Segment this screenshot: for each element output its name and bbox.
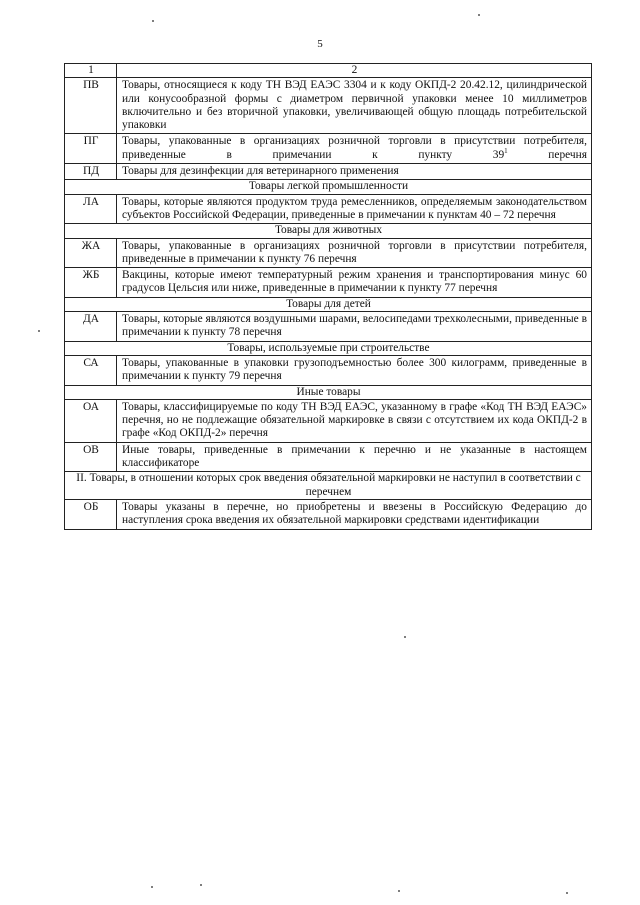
table-row — [65, 499, 592, 529]
table-row — [65, 399, 592, 442]
footnote-superscript: 1 — [504, 146, 508, 155]
description-cell: Товары указаны в перечне, но приобретены и ввезены в Российскую Федерацию до наступления срока введения их обязательной маркировки средствами идентификации — [117, 499, 592, 529]
column-2-header: 2 — [117, 64, 592, 78]
description-cell: Товары, классифицируемые по коду ТН ВЭД ЕАЭС, указанному в графе «Код ТН ВЭД ЕАЭС» перечня, но не подлежащие обязательной маркировке в связи с отсутствием их кода ОКПД-2 в графе «Код ОКПД-2» перечня — [117, 399, 592, 442]
code-cell: ПВ — [65, 78, 117, 134]
table-row — [65, 312, 592, 342]
description-cell: Товары, упакованные в упаковки грузоподъемностью более 300 килограмм, приведенные в примечании к пункту 79 перечня — [117, 355, 592, 385]
section-title: II. Товары, в отношении которых срок введения обязательной маркировки не наступил в соответствии с перечнем — [65, 472, 592, 500]
description-text-tail: перечня — [507, 148, 587, 161]
table-row — [65, 78, 592, 134]
description-cell: Товары, которые являются воздушными шарами, велосипедами трехколесными, приведенные в примечании к пункту 78 перечня — [117, 312, 592, 342]
scan-speck — [152, 20, 154, 22]
section-title: Товары для детей — [65, 297, 592, 311]
code-cell: ОВ — [65, 442, 117, 472]
description-cell: Товары, относящиеся к коду ТН ВЭД ЕАЭС 3304 и к коду ОКПД-2 20.42.12, цилиндрической или конусообразной формы с диаметром первичной упаковки менее 10 миллиметров включительно и без вторичной упаковки, увеличивающей общую площадь потребительской упаковки — [117, 78, 592, 134]
table-row — [65, 442, 592, 472]
section-title: Товары легкой промышленности — [65, 180, 592, 194]
description-cell: Иные товары, приведенные в примечании к перечню и не указанные в настоящем классификаторе — [117, 442, 592, 472]
code-cell: ДА — [65, 312, 117, 342]
description-cell: Товары, которые являются продуктом труда ремесленников, определяемым законодательством субъектов Российской Федерации, приведенные в примечании к пунктам 40 – 72 перечня — [117, 194, 592, 224]
code-cell: ЖА — [65, 238, 117, 268]
scan-speck — [404, 636, 406, 638]
section-row — [65, 224, 592, 238]
table-row — [65, 268, 592, 298]
section-row — [65, 472, 592, 500]
description-text: Товары, упакованные в организациях розничной торговли в присутствии потребителя, приведенные в примечании к пункту 39 — [122, 135, 587, 161]
scan-speck — [38, 330, 40, 332]
code-cell: ЛА — [65, 194, 117, 224]
code-cell: СА — [65, 355, 117, 385]
section-row — [65, 297, 592, 311]
section-row — [65, 385, 592, 399]
table-row — [65, 238, 592, 268]
description-cell — [117, 134, 592, 164]
table-header-row — [65, 64, 592, 78]
section-row — [65, 341, 592, 355]
description-cell: Товары, упакованные в организациях розничной торговли в присутствии потребителя, приведенные в примечании к пункту 76 перечня — [117, 238, 592, 268]
code-cell: ЖБ — [65, 268, 117, 298]
scan-speck — [566, 892, 568, 894]
code-cell: ПД — [65, 164, 117, 180]
description-cell: Вакцины, которые имеют температурный режим хранения и транспортирования минус 60 градусов Цельсия или ниже, приведенные в примечании к пункту 77 перечня — [117, 268, 592, 298]
scan-speck — [398, 890, 400, 892]
section-title: Товары, используемые при строительстве — [65, 341, 592, 355]
description-cell: Товары для дезинфекции для ветеринарного применения — [117, 164, 592, 180]
table-row — [65, 164, 592, 180]
classifier-table — [64, 63, 592, 530]
section-title: Товары для животных — [65, 224, 592, 238]
column-1-header: 1 — [65, 64, 117, 78]
table-row — [65, 134, 592, 164]
code-cell: ОБ — [65, 499, 117, 529]
scan-speck — [151, 886, 153, 888]
scan-speck — [200, 884, 202, 886]
section-title: Иные товары — [65, 385, 592, 399]
code-cell: ПГ — [65, 134, 117, 164]
section-row — [65, 180, 592, 194]
scan-speck — [478, 14, 480, 16]
code-cell: ОА — [65, 399, 117, 442]
page-number: 5 — [317, 38, 323, 50]
table-row — [65, 355, 592, 385]
table-row — [65, 194, 592, 224]
